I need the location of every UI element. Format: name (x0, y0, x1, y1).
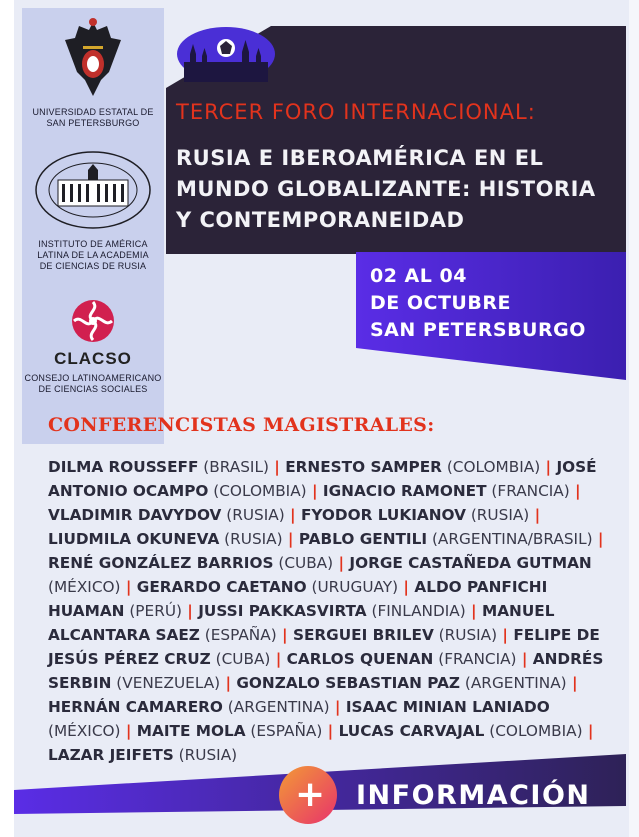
speaker-name: GERARDO CAETANO (136, 578, 307, 596)
speaker-country: (CUBA) (210, 650, 271, 668)
clacso-caption: CONSEJO LATINOAMERICANO DE CIENCIAS SOCIALES (24, 373, 162, 394)
speaker-country: (RUSIA) (433, 626, 498, 644)
speaker-country: (ARGENTINA/BRASIL) (427, 530, 593, 548)
speaker-country: (URUGUAY) (306, 578, 399, 596)
speaker-country: (PERÚ) (124, 602, 182, 620)
speaker-name: FELIPE DE JESÚS PÉREZ CRUZ (48, 626, 600, 668)
speaker-country: (RUSIA) (173, 746, 238, 764)
speaker-separator: | (566, 674, 578, 692)
speaker-name: LAZAR JEIFETS (48, 746, 174, 764)
speaker-entry (48, 506, 285, 524)
speaker-separator: | (540, 458, 557, 476)
speaker-country: (CUBA) (273, 554, 334, 572)
speaker-country: (RUSIA) (465, 506, 530, 524)
double-headed-eagle-icon (61, 16, 125, 102)
speaker-country: (MÉXICO) (48, 722, 121, 740)
speaker-country: (COLOMBIA) (441, 458, 541, 476)
speaker-country: (FINLANDIA) (366, 602, 466, 620)
speaker-separator: | (329, 698, 346, 716)
speaker-entry (293, 626, 497, 644)
speaker-separator: | (220, 674, 237, 692)
speaker-country: (MÉXICO) (48, 578, 121, 596)
speaker-separator: | (120, 578, 137, 596)
speaker-separator: | (306, 482, 323, 500)
speaker-name: JORGE CASTAÑEDA GUTMAN (349, 554, 592, 572)
institute-caption: INSTITUTO DE AMÉRICA LATINA DE LA ACADEMIA DE CIENCIAS DE RUSIA (37, 239, 149, 271)
clacso-word: CLACSO (54, 349, 132, 368)
speaker-entry (287, 650, 517, 668)
date-range: 02 AL 04 (370, 265, 467, 287)
right-margin (629, 0, 639, 837)
speaker-separator: | (120, 722, 137, 740)
speaker-name: VLADIMIR DAVYDOV (48, 506, 222, 524)
speaker-name: GONZALO SEBASTIAN PAZ (236, 674, 461, 692)
speaker-separator: | (516, 650, 533, 668)
speaker-name: ANDRÉS SERBIN (48, 650, 604, 692)
speaker-name: FYODOR LUKIANOV (300, 506, 466, 524)
speaker-name: MANUEL ALCANTARA SAEZ (48, 602, 555, 644)
speaker-name: ISAAC MINIAN LANIADO (345, 698, 550, 716)
speaker-country: (COLOMBIA) (208, 482, 307, 500)
speaker-separator: | (529, 506, 541, 524)
date-month: DE OCTUBRE (370, 292, 511, 314)
speaker-country: (COLOMBIA) (484, 722, 583, 740)
speaker-separator: | (333, 554, 350, 572)
clacso-swirl-logo-icon (70, 298, 116, 344)
speaker-separator: | (569, 482, 581, 500)
date-city: SAN PETERSBURGO (370, 319, 586, 341)
institute-building-seal-icon (34, 150, 152, 230)
speaker-name: PABLO GENTILI (298, 530, 428, 548)
speaker-country: (ARGENTINA) (460, 674, 567, 692)
speaker-separator: | (270, 650, 287, 668)
speaker-separator: | (398, 578, 415, 596)
speaker-country: (FRANCIA) (486, 482, 570, 500)
speaker-separator: | (592, 530, 604, 548)
speaker-country: (ESPAÑA) (245, 722, 323, 740)
speaker-entry (137, 578, 398, 596)
speaker-name: JUSSI PAKKASVIRTA (198, 602, 367, 620)
speaker-entry (236, 674, 566, 692)
speaker-separator: | (276, 626, 293, 644)
speaker-separator: | (322, 722, 339, 740)
speaker-separator: | (465, 602, 482, 620)
speaker-separator: | (282, 530, 299, 548)
speaker-entry (301, 506, 529, 524)
info-button[interactable]: INFORMACIÓN (356, 780, 591, 811)
speaker-entry (137, 722, 323, 740)
speaker-entry (285, 458, 540, 476)
speaker-country: (RUSIA) (219, 530, 283, 548)
speaker-name: SERGUEI BRILEV (292, 626, 434, 644)
forum-subtitle: RUSIA E IBEROAMÉRICA EN EL MUNDO GLOBALIZANTE: HISTORIA Y CONTEMPORANEIDAD (176, 146, 596, 232)
speaker-name: LUCAS CARVAJAL (338, 722, 485, 740)
speaker-name: DILMA ROUSSEFF (48, 458, 199, 476)
university-caption: UNIVERSIDAD ESTATAL DE SAN PETERSBURGO (32, 107, 154, 128)
speaker-name: ERNESTO SAMPER (285, 458, 442, 476)
event-date (370, 263, 586, 344)
logo-panel (22, 8, 164, 444)
speaker-separator: | (284, 506, 301, 524)
speaker-name: MAITE MOLA (136, 722, 246, 740)
plus-glyph[interactable]: + (295, 774, 326, 815)
speaker-country: (ARGENTINA) (222, 698, 330, 716)
clacso-logo (22, 298, 164, 395)
speaker-separator: | (181, 602, 199, 620)
speaker-name: HERNÁN CAMARERO (48, 698, 223, 716)
speaker-name: ALDO PANFICHI HUAMAN (48, 578, 548, 620)
speaker-separator: | (582, 722, 594, 740)
speaker-name: CARLOS QUENAN (286, 650, 434, 668)
speakers-heading: CONFERENCISTAS MAGISTRALES: (48, 414, 435, 436)
speaker-entry (48, 698, 330, 716)
speaker-name: RENÉ GONZÁLEZ BARRIOS (48, 554, 274, 572)
university-logo (22, 16, 164, 129)
city-skyline-emblem-icon (176, 26, 276, 82)
speaker-entry (48, 458, 269, 476)
institute-logo (22, 150, 164, 272)
speaker-separator: | (268, 458, 286, 476)
speaker-country: (RUSIA) (221, 506, 285, 524)
speaker-name: JOSÉ ANTONIO OCAMPO (48, 458, 597, 500)
speaker-name: LIUDMILA OKUNEVA (48, 530, 220, 548)
speaker-entry (198, 602, 466, 620)
speaker-entry (323, 482, 570, 500)
speaker-country: (BRASIL) (198, 458, 269, 476)
speaker-country: (FRANCIA) (433, 650, 517, 668)
speaker-entry (48, 530, 283, 548)
speaker-name: IGNACIO RAMONET (322, 482, 487, 500)
speaker-country: (VENEZUELA) (111, 674, 221, 692)
speaker-entry (299, 530, 593, 548)
speaker-country: (ESPAÑA) (199, 626, 277, 644)
forum-title: TERCER FORO INTERNACIONAL: (176, 100, 536, 124)
left-margin (0, 0, 14, 837)
speaker-separator: | (497, 626, 514, 644)
speaker-entry (339, 722, 583, 740)
speaker-entry (48, 554, 333, 572)
speakers-list (48, 455, 608, 767)
